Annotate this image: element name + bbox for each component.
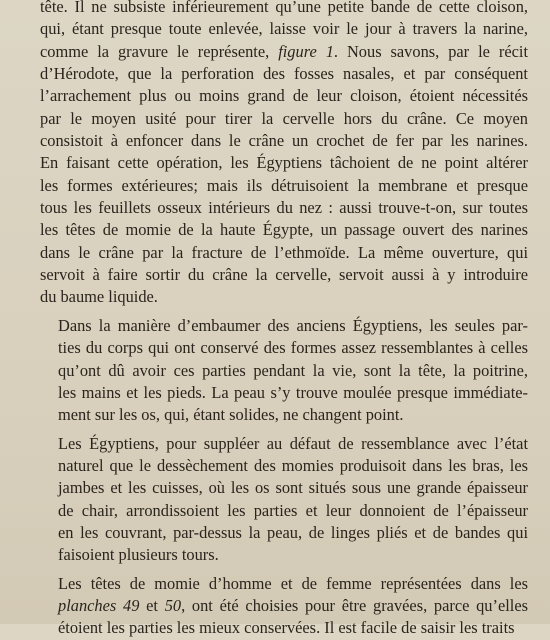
text-line: En faisant cette opération, les Égyptiens tâchoient de ne point altérer [40,153,528,173]
paragraph [40,433,528,567]
text-line: tous les feuillets osseux intérieurs du nez : aussi trouve-t-on, sur toutes [40,198,528,218]
text-line: qu’ont dû avoir ces parties pendant la vie, sont la tête, la poitrine, [58,360,528,380]
text-line: d’Hérodote, que la perforation des fosses nasales, et par conséquent [40,64,528,84]
italic-reference: figure 1 [278,41,334,61]
text-line: en les couvrant, par-dessus la peau, de linges pliés et de bandes qui [58,522,528,542]
text-line: dans le crâne par la fracture de l’ethmoïde. La même ouverture, qui [40,242,528,262]
text-line: qui, étant presque toute enlevée, laisse voir le jour à travers la narine, [40,19,528,39]
text-line: ment sur les os, qui, étant solides, ne changent point. [58,405,404,425]
text-line: les mains et les pieds. La peau s’y trouve moulée presque immédiate- [58,382,528,402]
text-line: de chair, arrondissoient les parties et leur donnoient de l’épaisseur [58,500,528,520]
text-line: étoient les parties les mieux conservées. Il est facile de saisir les traits [58,618,515,638]
body-text [40,0,528,640]
text-line: les formes extérieures; mais ils détruisoient la membrane et presque [40,175,528,195]
text-line: Dans la manière d’embaumer des anciens Égyptiens, les seules par- [58,315,528,335]
text-segment: , ont été choisies pour être gravées, parce qu’elles [181,595,528,615]
text-line: jambes et les cuisses, où les os sont situés sous une grande épaisseur [58,478,528,498]
paragraph [40,315,528,427]
text-line: faisoient plusieurs tours. [58,545,219,565]
text-line: ties du corps qui ont conservé des formes assez ressemblantes à celles [58,338,528,358]
text-line: Les Égyptiens, pour suppléer au défaut de ressemblance avec l’état [58,433,528,453]
text-line: par le moyen usité pour tirer la cervelle hors du crâne. Ce moyen [40,108,528,128]
text-segment: comme la gravure le représente, [40,41,279,61]
italic-reference: 50 [164,595,182,615]
text-line [40,41,528,63]
text-line: naturel que le dessèchement des momies produisoit dans les bras, les [58,455,528,475]
italic-reference: planches 49 [58,595,140,615]
text-segment: . Nous savons, par le récit [333,41,528,61]
text-segment: et [139,595,165,615]
paragraph [40,0,528,309]
text-line [40,595,528,617]
text-line: consistoit à enfoncer dans le crâne un crochet de fer par les narines. [40,131,528,151]
paragraph [40,573,528,640]
text-line: du baume liquide. [40,287,158,307]
text-line: l’arrachement plus ou moins grand de leur cloison, étoient nécessités [40,86,528,106]
text-line: tête. Il ne subsiste inférieurement qu’une petite bande de cette cloison, [40,0,528,16]
text-line: servoit à faire sortir du crâne la cervelle, servoit aussi à y introduire [40,265,528,285]
text-line: les têtes de momie de la haute Égypte, un passage ouvert des narines [40,220,528,240]
text-line: Les têtes de momie d’homme et de femme représentées dans les [58,573,528,593]
